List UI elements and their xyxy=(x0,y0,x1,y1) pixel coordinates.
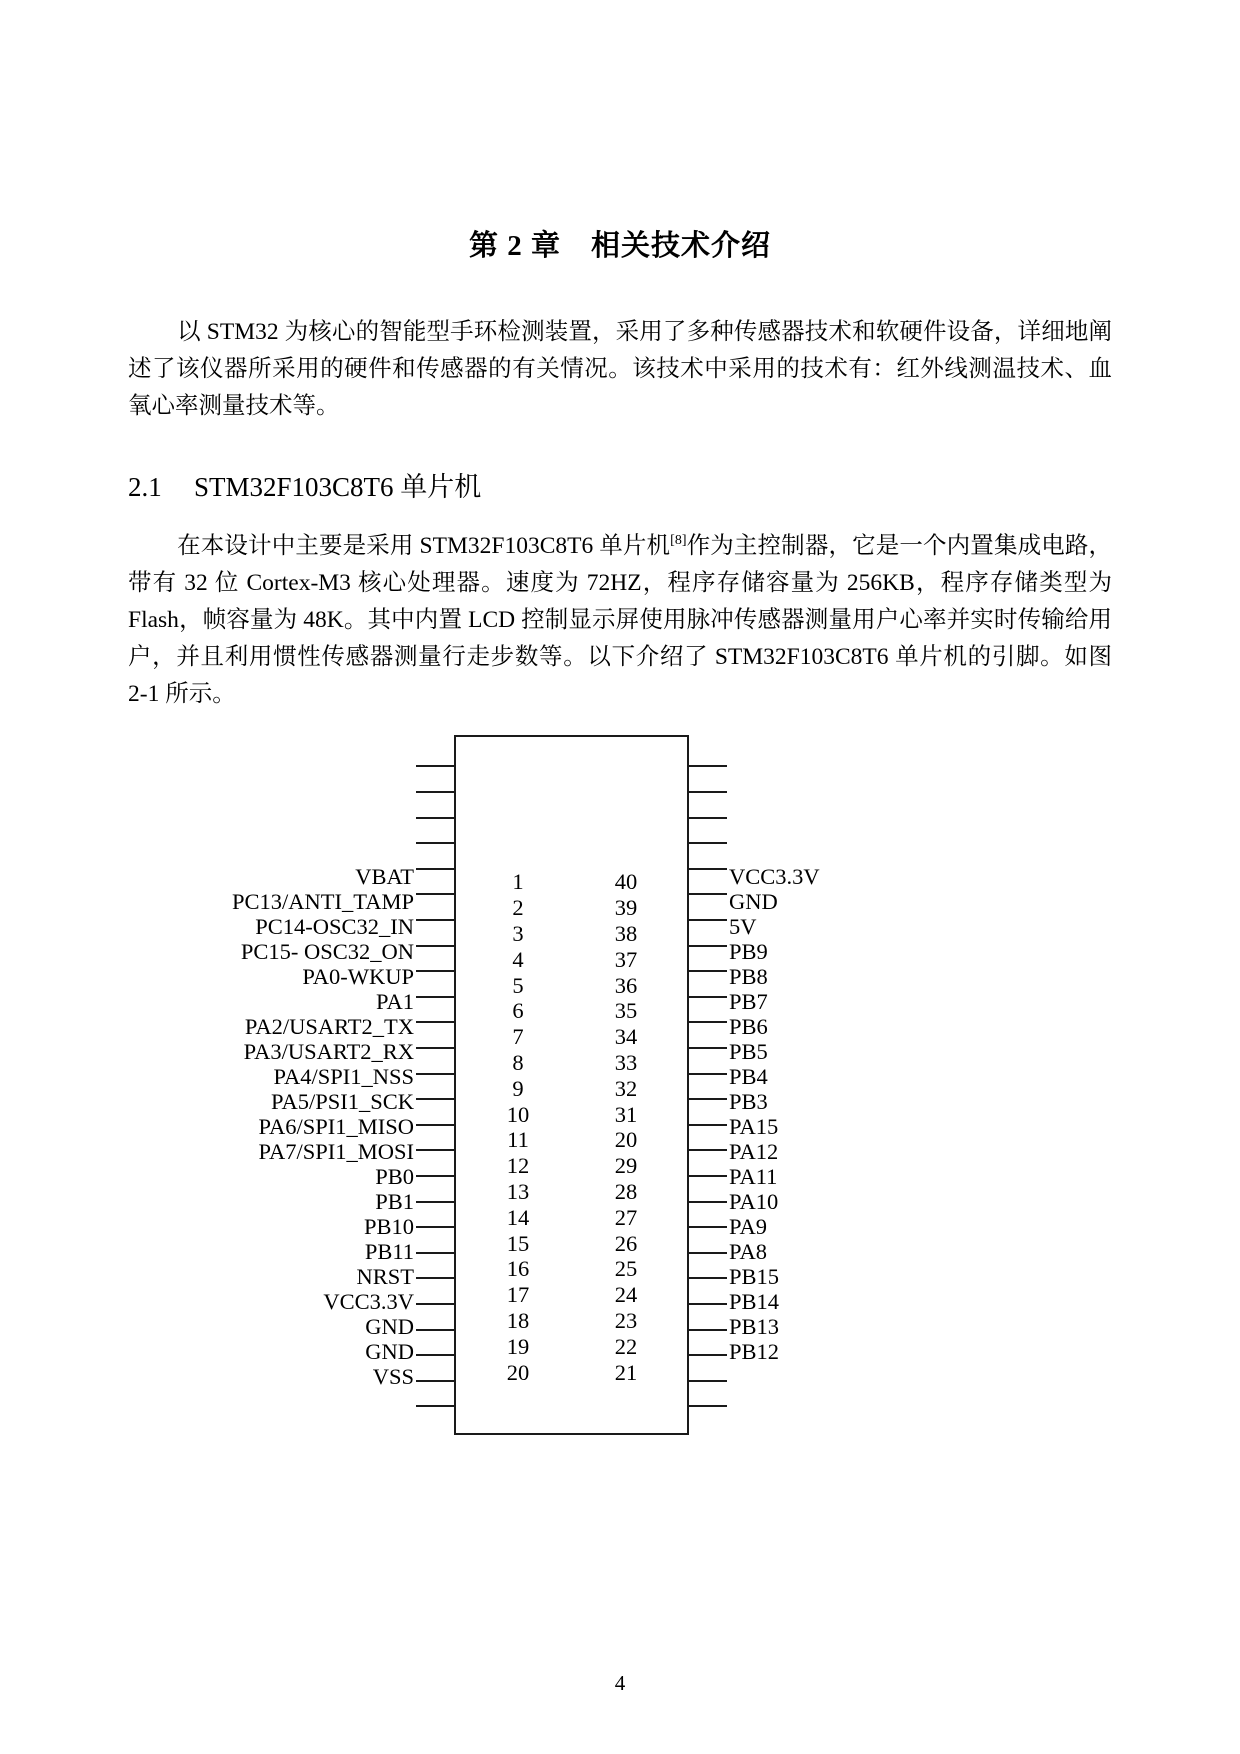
pin-stub-right xyxy=(687,817,727,819)
pin-stub-left xyxy=(416,1098,456,1100)
pin-label-right: PA12 xyxy=(729,1139,779,1165)
pin-stub-right xyxy=(687,1124,727,1126)
pin-stub-left xyxy=(416,1405,456,1407)
pin-label-right: PB13 xyxy=(729,1314,780,1340)
pin-stub-left xyxy=(416,1021,456,1023)
pin-label-left: PC14-OSC32_IN xyxy=(255,914,414,940)
citation-marker: [8] xyxy=(670,533,687,549)
pin-label-right: PB8 xyxy=(729,964,768,990)
pin-stub-right xyxy=(687,1175,727,1177)
pin-stub-left xyxy=(416,996,456,998)
pin-label-right: PB14 xyxy=(729,1289,780,1315)
pin-number-right: 24 xyxy=(614,1282,638,1308)
pin-number-right: 39 xyxy=(614,895,638,921)
pin-diagram-figure xyxy=(114,727,1114,1447)
pin-label-left: GND xyxy=(365,1339,414,1365)
pin-label-right: PA11 xyxy=(729,1164,778,1190)
pin-label-left: PA3/USART2_RX xyxy=(243,1039,414,1065)
pin-number-right: 38 xyxy=(614,921,638,947)
pin-number-left: 12 xyxy=(506,1153,530,1179)
body-text-before-ref: 在本设计中主要是采用 STM32F103C8T6 单片机 xyxy=(177,533,671,560)
pin-number-right: 31 xyxy=(614,1101,638,1127)
pin-stub-left xyxy=(416,1175,456,1177)
pin-label-left: PA6/SPI1_MISO xyxy=(258,1114,414,1140)
pin-label-right: PB5 xyxy=(729,1039,768,1065)
pin-label-left: VBAT xyxy=(355,864,414,890)
pin-number-left: 11 xyxy=(507,1127,529,1153)
pin-stub-left xyxy=(416,1252,456,1254)
pin-number-left: 20 xyxy=(506,1359,530,1385)
pin-label-right: PB12 xyxy=(729,1339,780,1365)
pin-number-left: 19 xyxy=(506,1333,530,1359)
pin-stub-right xyxy=(687,842,727,844)
pin-label-right: PA8 xyxy=(729,1239,767,1265)
pin-label-left: PB11 xyxy=(364,1239,414,1265)
pin-number-left: 4 xyxy=(512,946,524,972)
pin-label-left: PB1 xyxy=(375,1189,414,1215)
pin-stub-left xyxy=(416,1354,456,1356)
section-heading-2-1 xyxy=(128,425,1112,513)
pin-number-left: 2 xyxy=(512,895,524,921)
pin-stub-right xyxy=(687,1098,727,1100)
pin-number-right: 35 xyxy=(614,998,638,1024)
pin-number-left: 6 xyxy=(512,998,524,1024)
pin-label-right: PB15 xyxy=(729,1264,780,1290)
pin-number-left: 14 xyxy=(506,1204,530,1230)
pin-stub-right xyxy=(687,945,727,947)
pin-stub-right xyxy=(687,1277,727,1279)
pin-number-right: 27 xyxy=(614,1204,638,1230)
pin-number-right: 34 xyxy=(614,1024,638,1050)
pin-label-right: VCC3.3V xyxy=(729,864,820,890)
pin-stub-right xyxy=(687,1303,727,1305)
pin-stub-right xyxy=(687,1201,727,1203)
pin-label-left: PC13/ANTI_TAMP xyxy=(232,889,414,915)
pin-stub-right xyxy=(687,1149,727,1151)
pin-stub-right xyxy=(687,1380,727,1382)
pin-number-right: 20 xyxy=(614,1127,638,1153)
pin-stub-left xyxy=(416,1380,456,1382)
pin-number-right: 22 xyxy=(614,1333,638,1359)
pin-number-left: 7 xyxy=(512,1024,524,1050)
pin-number-right: 32 xyxy=(614,1075,638,1101)
pin-label-left: VCC3.3V xyxy=(323,1289,414,1315)
pin-stub-left xyxy=(416,842,456,844)
chapter-title: 第 2 章 相关技术介绍 xyxy=(468,230,771,262)
pin-stub-left xyxy=(416,945,456,947)
pin-label-right: PA9 xyxy=(729,1214,767,1240)
pin-stub-right xyxy=(687,996,727,998)
pin-number-right: 36 xyxy=(614,972,638,998)
intro-paragraph xyxy=(128,314,1112,425)
pin-label-right: PB6 xyxy=(729,1014,768,1040)
pin-label-left: GND xyxy=(365,1314,414,1340)
pin-stub-left xyxy=(416,1277,456,1279)
pin-number-left: 8 xyxy=(512,1050,524,1076)
pin-stub-right xyxy=(687,1354,727,1356)
pin-stub-right xyxy=(687,791,727,793)
pin-stub-right xyxy=(687,1021,727,1023)
section-number: 2.1 xyxy=(128,471,162,502)
pin-label-right: PA15 xyxy=(729,1114,779,1140)
pin-number-left: 9 xyxy=(512,1075,524,1101)
pin-number-right: 21 xyxy=(614,1359,638,1385)
pin-number-right: 40 xyxy=(614,869,638,895)
pin-stub-left xyxy=(416,970,456,972)
pin-number-right: 37 xyxy=(614,946,638,972)
pin-number-right: 33 xyxy=(614,1050,638,1076)
pin-stub-left xyxy=(416,919,456,921)
pin-number-left: 16 xyxy=(506,1256,530,1282)
chip-package-outline xyxy=(454,735,689,1435)
pin-label-left: PA2/USART2_TX xyxy=(244,1014,414,1040)
pin-label-left: PA4/SPI1_NSS xyxy=(273,1064,414,1090)
pin-number-right: 23 xyxy=(614,1308,638,1334)
pin-number-left: 15 xyxy=(506,1230,530,1256)
pin-label-left: PA1 xyxy=(376,989,414,1015)
pin-label-right: 5V xyxy=(729,914,757,940)
pin-label-left: VSS xyxy=(372,1364,414,1390)
pin-stub-left xyxy=(416,1329,456,1331)
pin-number-left: 18 xyxy=(506,1308,530,1334)
pin-stub-right xyxy=(687,893,727,895)
pin-number-left: 1 xyxy=(512,869,524,895)
pin-stub-right xyxy=(687,1047,727,1049)
pin-number-right: 25 xyxy=(614,1256,638,1282)
pin-number-left: 3 xyxy=(512,921,524,947)
pin-label-right: PB7 xyxy=(729,989,768,1015)
pin-stub-left xyxy=(416,868,456,870)
pin-label-right: PA10 xyxy=(729,1189,779,1215)
pin-label-right: PB3 xyxy=(729,1089,768,1115)
intro-paragraph-text: 以 STM32 为核心的智能型手环检测装置，采用了多种传感器技术和软硬件设备，详细地阐述了该仪器所采用的硬件和传感器的有关情况。该技术中采用的技术有：红外线测温技术、血氧心率测量技术等。 xyxy=(128,318,1112,419)
pin-label-left: NRST xyxy=(356,1264,414,1290)
pin-stub-right xyxy=(687,970,727,972)
pin-stub-left xyxy=(416,1149,456,1151)
pin-number-right: 26 xyxy=(614,1230,638,1256)
pin-stub-left xyxy=(416,1303,456,1305)
pin-label-left: PA7/SPI1_MOSI xyxy=(258,1139,414,1165)
pin-stub-left xyxy=(416,765,456,767)
pin-stub-right xyxy=(687,765,727,767)
pin-number-left: 10 xyxy=(506,1101,530,1127)
section-body-paragraph xyxy=(128,528,1112,713)
page-number: 4 xyxy=(614,1671,626,1695)
pin-stub-left xyxy=(416,791,456,793)
section-title: STM32F103C8T6 单片机 xyxy=(194,471,482,502)
pin-number-left: 5 xyxy=(512,972,524,998)
pin-stub-right xyxy=(687,1405,727,1407)
pin-label-left: PA5/PSI1_SCK xyxy=(271,1089,414,1115)
pin-label-right: GND xyxy=(729,889,778,915)
pin-stub-left xyxy=(416,1047,456,1049)
pin-label-left: PB0 xyxy=(375,1164,414,1190)
pin-stub-right xyxy=(687,919,727,921)
pin-number-left: 17 xyxy=(506,1282,530,1308)
pin-stub-left xyxy=(416,817,456,819)
pin-number-right: 28 xyxy=(614,1179,638,1205)
pin-stub-left xyxy=(416,1124,456,1126)
pin-label-right: PB4 xyxy=(729,1064,768,1090)
pin-stub-right xyxy=(687,1073,727,1075)
pin-stub-right xyxy=(687,1252,727,1254)
pin-stub-left xyxy=(416,1073,456,1075)
pin-stub-right xyxy=(687,1329,727,1331)
pin-stub-left xyxy=(416,1201,456,1203)
pin-label-left: PB10 xyxy=(363,1214,414,1240)
pin-stub-left xyxy=(416,893,456,895)
body-text-after-ref: 作为主控制器，它是一个内置集成电路，带有 32 位 Cortex-M3 核心处理器。速度为 72HZ，程序存储容量为 256KB，程序存储类型为 Flash，帧容量为 48K。其中内置 LCD 控制显示屏使用脉冲传感器测量用户心率并实时传输给用户，并且利用惯性传感器测量行走步数等。以下介绍了 STM32F103C8T6 单片机的引脚。如图 2-1 所示。 xyxy=(128,533,1112,708)
pin-number-left: 13 xyxy=(506,1179,530,1205)
pin-label-right: PB9 xyxy=(729,939,768,965)
pin-stub-right xyxy=(687,1226,727,1228)
pin-stub-right xyxy=(687,868,727,870)
pin-label-left: PA0-WKUP xyxy=(302,964,414,990)
pin-number-right: 29 xyxy=(614,1153,638,1179)
pin-label-left: PC15- OSC32_ON xyxy=(240,939,414,965)
pin-stub-left xyxy=(416,1226,456,1228)
